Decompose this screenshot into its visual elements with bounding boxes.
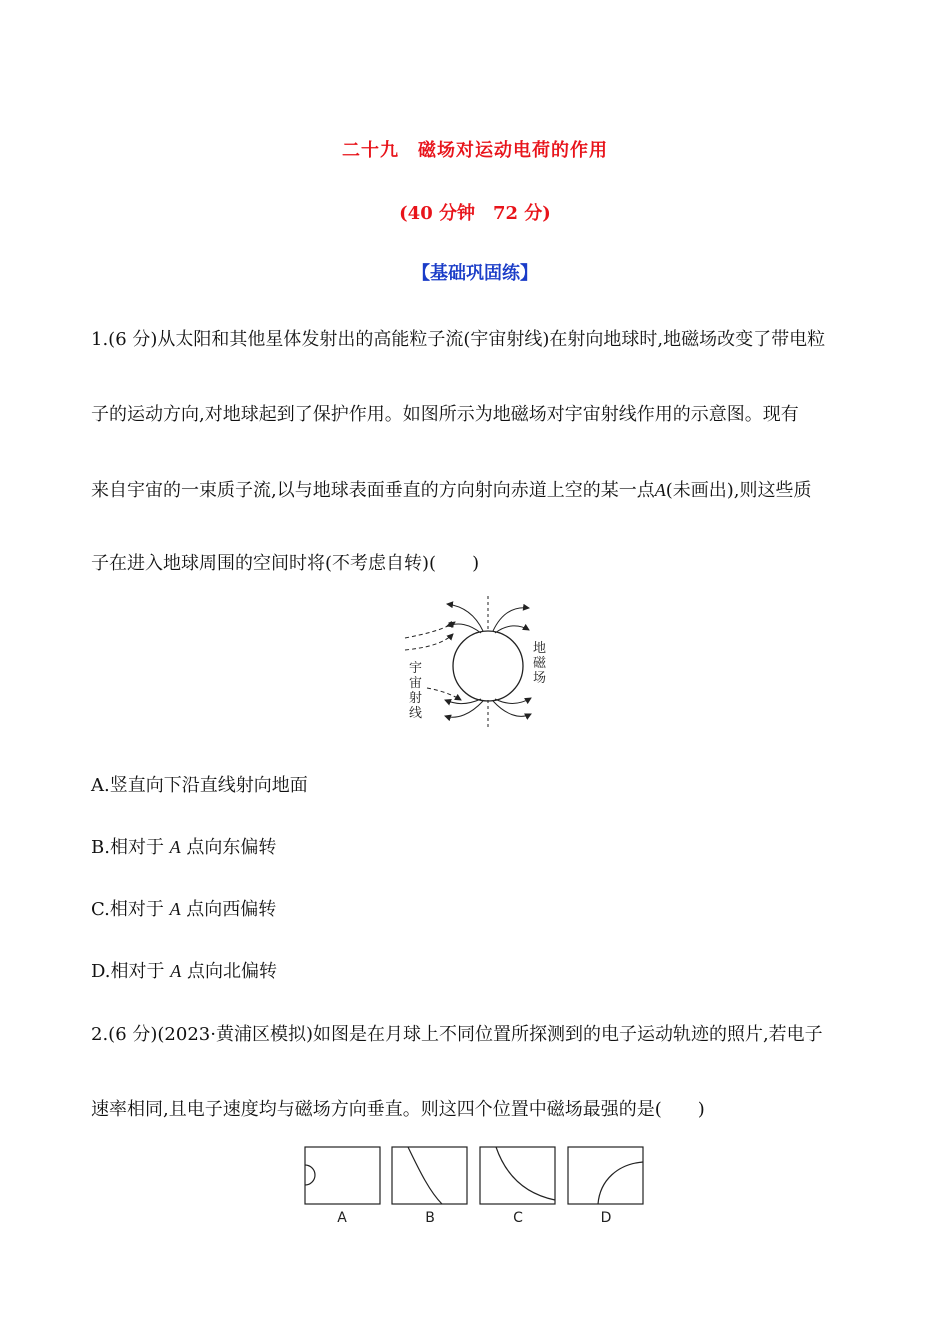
- earth-circle: [453, 631, 523, 701]
- track-d: [598, 1162, 643, 1204]
- electron-tracks-figure: [300, 1142, 650, 1232]
- option-c-text: C.相对于: [91, 899, 170, 920]
- panel-d-label: D: [600, 1210, 612, 1226]
- panel-c: [480, 1147, 555, 1204]
- page-subtitle: (40 分钟 72 分): [399, 203, 551, 224]
- panel-a: [305, 1147, 380, 1204]
- q2-line-2: 速率相同,且电子速度均与磁场方向垂直。则这四个位置中磁场最强的是( ): [91, 1099, 705, 1120]
- option-c-point: A: [169, 899, 181, 919]
- cosmic-label-char: 射: [409, 691, 423, 706]
- q1-line-4: 子在进入地球周围的空间时将(不考虑自转)( ): [91, 553, 480, 574]
- cosmic-label-char: 宙: [409, 676, 423, 691]
- q1-option-c: [91, 895, 861, 921]
- option-b-suffix: 点向东偏转: [180, 837, 277, 858]
- field-label-char: 磁: [533, 656, 547, 671]
- q1-line-3-tail: (未画出),则这些质: [665, 480, 812, 501]
- q2-line-1: 2.(6 分)(2023·黄浦区模拟)如图是在月球上不同位置所探测到的电子运动轨迹的照片,若电子: [91, 1024, 823, 1045]
- panel-d: [568, 1147, 643, 1204]
- q1-option-b: [91, 833, 861, 859]
- option-a-text: A.竖直向下沿直线射向地面: [91, 775, 308, 796]
- panel-c-label: C: [513, 1210, 523, 1226]
- cosmic-label-char: 线: [409, 706, 423, 721]
- track-c: [496, 1147, 555, 1200]
- magnetic-field-label: [533, 640, 547, 686]
- field-label-char: 场: [533, 671, 547, 686]
- option-d-text: D.相对于: [91, 961, 171, 982]
- cosmic-label-char: 宇: [409, 661, 423, 676]
- option-d-suffix: 点向北偏转: [181, 961, 277, 982]
- q1-line-3-text: 来自宇宙的一束质子流,以与地球表面垂直的方向射向赤道上空的某一点: [91, 480, 655, 501]
- section-heading: 【基础巩固练】: [412, 263, 538, 284]
- q1-line-2: 子的运动方向,对地球起到了保护作用。如图所示为地磁场对宇宙射线作用的示意图。现有: [91, 404, 799, 425]
- cosmic-ray-label: [409, 661, 422, 721]
- track-a: [305, 1165, 315, 1185]
- q1-line-3: [91, 476, 861, 502]
- track-b: [408, 1147, 442, 1204]
- option-b-text: B.相对于: [91, 837, 170, 858]
- q1-option-d: [91, 957, 861, 983]
- option-c-suffix: 点向西偏转: [180, 899, 277, 920]
- point-a-label: A: [654, 480, 666, 500]
- option-b-point: A: [169, 837, 181, 857]
- q1-line-1: 1.(6 分)从太阳和其他星体发射出的高能粒子流(宇宙射线)在射向地球时,地磁场改变了带电粒: [91, 329, 826, 350]
- field-label-char: 地: [533, 641, 547, 656]
- panel-b: [392, 1147, 467, 1204]
- panel-a-label: A: [337, 1210, 347, 1226]
- earth-magnetic-field-figure: [395, 594, 575, 734]
- page-title: 二十九 磁场对运动电荷的作用: [342, 140, 608, 161]
- option-d-point: A: [170, 961, 182, 981]
- panel-b-label: B: [425, 1210, 435, 1226]
- q1-option-a: [91, 771, 861, 797]
